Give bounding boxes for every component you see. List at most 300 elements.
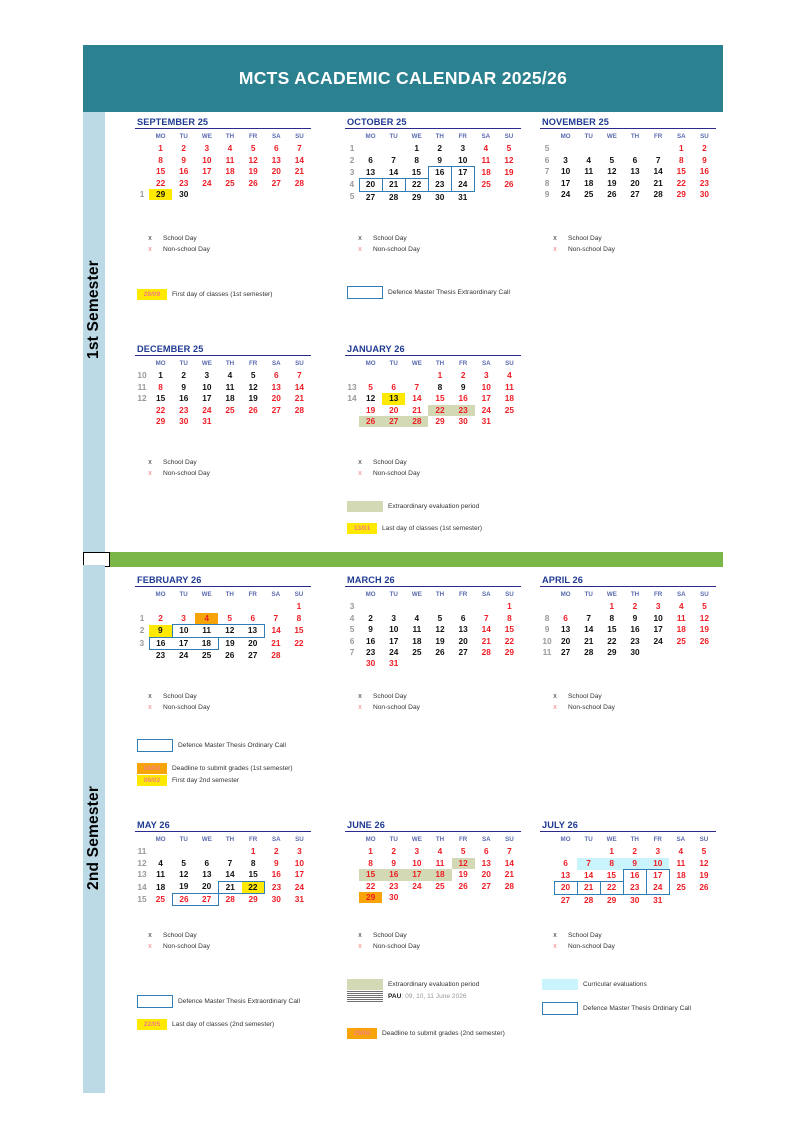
day-cell[interactable]: 12 (699, 612, 710, 623)
day-cell[interactable]: 9 (623, 858, 646, 870)
day-cell[interactable]: 17 (653, 624, 663, 635)
day-cell[interactable]: 13 (481, 857, 491, 868)
day-cell[interactable]: 25 (481, 179, 491, 190)
day-cell[interactable]: 17 (481, 393, 491, 404)
day-cell[interactable]: 11 (676, 612, 686, 623)
day-cell[interactable]: 25 (412, 647, 422, 658)
day-cell[interactable]: 14 (294, 154, 305, 165)
day-cell[interactable]: 26 (248, 177, 258, 188)
day-cell[interactable]: 11 (225, 381, 235, 392)
day-cell[interactable]: 24 (646, 882, 669, 894)
day-cell[interactable]: 1 (437, 370, 443, 381)
day-cell[interactable]: 13 (458, 624, 468, 635)
day-cell[interactable]: 20 (271, 393, 281, 404)
day-cell[interactable]: 14 (225, 869, 235, 880)
day-cell[interactable]: 4 (678, 846, 684, 857)
day-cell[interactable]: 12 (248, 381, 258, 392)
day-cell[interactable]: 30 (630, 894, 640, 905)
day-cell[interactable]: 24 (481, 404, 491, 415)
day-cell[interactable]: 30 (699, 189, 710, 200)
day-cell[interactable]: 14 (294, 381, 305, 392)
day-cell[interactable]: 22 (155, 404, 166, 415)
day-cell[interactable]: 14 (481, 624, 491, 635)
day-cell[interactable]: 22 (428, 405, 451, 416)
day-cell[interactable]: 7 (297, 143, 302, 154)
day-cell[interactable]: 9 (181, 154, 187, 165)
day-cell[interactable]: 22 (607, 635, 617, 646)
day-cell[interactable]: 28 (294, 404, 305, 415)
day-cell[interactable]: 5 (609, 154, 615, 165)
day-cell[interactable]: 8 (296, 613, 302, 624)
day-cell[interactable]: 18 (481, 166, 491, 177)
day-cell[interactable]: 29 (607, 647, 617, 658)
day-cell[interactable]: 22 (504, 635, 515, 646)
day-cell[interactable]: 29 (676, 189, 686, 200)
day-cell[interactable]: 21 (577, 882, 600, 894)
day-cell[interactable]: 15 (607, 624, 617, 635)
day-cell[interactable]: 25 (435, 880, 445, 891)
day-cell[interactable]: 31 (294, 894, 305, 905)
day-cell[interactable]: 15 (155, 393, 166, 404)
day-cell[interactable]: 29 (359, 892, 382, 903)
day-cell[interactable]: 14 (584, 624, 594, 635)
day-cell[interactable]: 11 (156, 869, 165, 880)
day-cell[interactable]: 19 (225, 637, 235, 648)
day-cell[interactable]: 3 (204, 370, 210, 381)
day-cell[interactable]: 4 (483, 143, 489, 154)
day-cell[interactable]: 24 (202, 177, 212, 188)
day-cell[interactable]: 27 (271, 177, 281, 188)
day-cell[interactable]: 12 (435, 624, 445, 635)
day-cell[interactable]: 14 (412, 393, 422, 404)
day-cell[interactable]: 31 (458, 191, 468, 202)
day-cell[interactable]: 28 (481, 647, 491, 658)
day-cell[interactable]: 16 (179, 166, 189, 177)
day-cell[interactable]: 1 (609, 601, 615, 612)
day-cell[interactable]: 10 (653, 612, 663, 623)
day-cell[interactable]: 1 (414, 143, 419, 154)
day-cell[interactable]: 18 (225, 393, 235, 404)
day-cell[interactable]: 12 (452, 858, 475, 869)
day-cell[interactable]: 5 (702, 601, 707, 612)
day-cell[interactable]: 3 (655, 846, 661, 857)
day-cell[interactable]: 2 (702, 143, 707, 154)
day-cell[interactable]: 19 (458, 869, 468, 880)
day-cell[interactable]: 25 (676, 882, 686, 893)
day-cell[interactable]: 17 (560, 177, 571, 188)
day-cell[interactable]: 21 (504, 869, 515, 880)
day-cell[interactable]: 24 (451, 179, 474, 191)
day-cell[interactable]: 21 (294, 166, 305, 177)
day-cell[interactable]: 2 (437, 143, 443, 154)
day-cell[interactable]: 20 (248, 637, 258, 648)
day-cell[interactable]: 9 (702, 154, 707, 165)
day-cell[interactable]: 27 (271, 404, 281, 415)
day-cell[interactable]: 2 (460, 370, 466, 381)
day-cell[interactable]: 26 (435, 647, 445, 658)
day-cell[interactable]: 15 (294, 625, 304, 636)
day-cell[interactable]: 10 (172, 625, 195, 637)
day-cell[interactable]: 10 (458, 154, 468, 165)
day-cell[interactable]: 14 (583, 869, 594, 880)
day-cell[interactable]: 22 (155, 177, 166, 188)
day-cell[interactable]: 11 (505, 381, 514, 392)
day-cell[interactable]: 2 (632, 601, 638, 612)
day-cell[interactable]: 28 (653, 189, 663, 200)
day-cell[interactable]: 8 (609, 612, 615, 623)
day-cell[interactable]: 16 (271, 869, 281, 880)
day-cell[interactable]: 11 (481, 155, 491, 166)
day-cell[interactable]: 4 (195, 613, 218, 625)
day-cell[interactable]: 5 (506, 143, 512, 154)
day-cell[interactable]: 26 (225, 649, 235, 660)
day-cell[interactable]: 30 (435, 191, 445, 202)
day-cell[interactable]: 14 (271, 625, 281, 636)
day-cell[interactable]: 2 (181, 143, 187, 154)
day-cell[interactable]: 7 (414, 381, 420, 392)
day-cell[interactable]: 7 (586, 612, 592, 623)
day-cell[interactable]: 23 (179, 177, 189, 188)
day-cell[interactable]: 17 (405, 869, 428, 880)
day-cell[interactable]: 27 (560, 647, 571, 658)
day-cell[interactable]: 3 (414, 846, 420, 857)
day-cell[interactable]: 15 (248, 869, 258, 880)
day-cell[interactable]: 2 (391, 846, 397, 857)
day-cell[interactable]: 22 (676, 177, 686, 188)
day-cell[interactable]: 4 (414, 612, 420, 623)
day-cell[interactable]: 6 (204, 857, 210, 868)
day-cell[interactable]: 4 (507, 370, 512, 381)
day-cell[interactable]: 23 (155, 650, 166, 661)
day-cell[interactable]: 5 (250, 143, 256, 154)
day-cell[interactable]: 26 (458, 880, 468, 891)
day-cell[interactable]: 16 (428, 167, 451, 179)
day-cell[interactable]: 12 (607, 166, 617, 177)
day-cell[interactable]: 13 (560, 624, 571, 635)
day-cell[interactable]: 9 (181, 381, 187, 392)
day-cell[interactable]: 16 (458, 393, 468, 404)
day-cell[interactable]: 12 (699, 858, 709, 869)
day-cell[interactable]: 12 (365, 393, 376, 404)
day-cell[interactable]: 22 (365, 880, 376, 891)
day-cell[interactable]: 21 (481, 635, 491, 646)
day-cell[interactable]: 27 (630, 189, 640, 200)
day-cell[interactable]: 1 (158, 370, 163, 381)
day-cell[interactable]: 7 (273, 613, 279, 624)
day-cell[interactable]: 5 (460, 846, 466, 857)
day-cell[interactable]: 9 (368, 624, 373, 635)
day-cell[interactable]: 21 (584, 635, 594, 646)
day-cell[interactable]: 28 (583, 894, 594, 905)
day-cell[interactable]: 23 (179, 404, 189, 415)
day-cell[interactable]: 16 (149, 637, 172, 649)
day-cell[interactable]: 6 (460, 612, 466, 623)
day-cell[interactable]: 7 (227, 857, 233, 868)
day-cell[interactable]: 8 (600, 858, 623, 870)
day-cell[interactable]: 21 (271, 637, 281, 648)
day-cell[interactable]: 8 (414, 155, 419, 166)
day-cell[interactable]: 12 (218, 625, 241, 637)
day-cell[interactable]: 20 (458, 635, 468, 646)
day-cell[interactable]: 11 (195, 625, 218, 637)
day-cell[interactable]: 31 (202, 416, 212, 427)
day-cell[interactable]: 10 (560, 166, 571, 177)
day-cell[interactable]: 10 (202, 381, 212, 392)
day-cell[interactable]: 11 (584, 166, 594, 177)
day-cell[interactable]: 25 (225, 404, 235, 415)
day-cell[interactable]: 5 (701, 846, 707, 857)
day-cell[interactable]: 27 (458, 647, 468, 658)
day-cell[interactable]: 6 (391, 381, 397, 392)
day-cell[interactable]: 26 (359, 416, 382, 427)
day-cell[interactable]: 26 (699, 635, 710, 646)
day-cell[interactable]: 27 (248, 649, 258, 660)
day-cell[interactable]: 22 (405, 179, 428, 191)
day-cell[interactable]: 13 (560, 869, 571, 880)
day-cell[interactable]: 20 (271, 166, 281, 177)
day-cell[interactable]: 3 (483, 370, 489, 381)
day-cell[interactable]: 13 (271, 154, 281, 165)
day-cell[interactable]: 12 (179, 869, 189, 880)
day-cell[interactable]: 3 (460, 143, 466, 154)
day-cell[interactable]: 28 (405, 416, 428, 427)
day-cell[interactable]: 25 (584, 189, 594, 200)
day-cell[interactable]: 22 (242, 881, 265, 893)
day-cell[interactable]: 9 (460, 381, 466, 392)
day-cell[interactable]: 6 (368, 155, 373, 166)
day-cell[interactable]: 19 (435, 635, 445, 646)
day-cell[interactable]: 23 (428, 179, 451, 191)
day-cell[interactable]: 24 (560, 189, 571, 200)
day-cell[interactable]: 10 (294, 857, 305, 868)
day-cell[interactable]: 3 (563, 154, 568, 165)
day-cell[interactable]: 29 (435, 416, 445, 427)
day-cell[interactable]: 29 (155, 416, 166, 427)
day-cell[interactable]: 19 (504, 166, 514, 177)
day-cell[interactable]: 27 (195, 894, 218, 906)
day-cell[interactable]: 24 (653, 635, 663, 646)
day-cell[interactable]: 5 (368, 381, 373, 392)
day-cell[interactable]: 6 (273, 370, 279, 381)
day-cell[interactable]: 26 (607, 189, 617, 200)
day-cell[interactable]: 8 (507, 612, 512, 623)
day-cell[interactable]: 18 (195, 637, 218, 649)
day-cell[interactable]: 18 (676, 624, 686, 635)
day-cell[interactable]: 6 (563, 858, 568, 869)
day-cell[interactable]: 14 (653, 166, 663, 177)
day-cell[interactable]: 13 (382, 393, 405, 404)
day-cell[interactable]: 10 (202, 154, 212, 165)
day-cell[interactable]: 23 (623, 882, 646, 894)
day-cell[interactable]: 6 (273, 143, 279, 154)
day-cell[interactable]: 13 (630, 166, 640, 177)
day-cell[interactable]: 16 (179, 393, 189, 404)
day-cell[interactable]: 29 (248, 894, 258, 905)
day-cell[interactable]: 19 (699, 624, 710, 635)
day-cell[interactable]: 2 (273, 846, 279, 857)
day-cell[interactable]: 23 (699, 177, 710, 188)
day-cell[interactable]: 5 (437, 612, 443, 623)
day-cell[interactable]: 15 (435, 393, 445, 404)
day-cell[interactable]: 8 (158, 381, 163, 392)
day-cell[interactable]: 9 (437, 154, 443, 165)
day-cell[interactable]: 24 (202, 404, 212, 415)
day-cell[interactable]: 16 (382, 869, 405, 880)
day-cell[interactable]: 30 (365, 658, 376, 669)
day-cell[interactable]: 28 (225, 894, 235, 905)
day-cell[interactable]: 16 (699, 166, 710, 177)
day-cell[interactable]: 28 (584, 647, 594, 658)
day-cell[interactable]: 8 (678, 154, 684, 165)
day-cell[interactable]: 1 (609, 846, 614, 857)
day-cell[interactable]: 3 (655, 601, 661, 612)
day-cell[interactable]: 25 (225, 177, 235, 188)
day-cell[interactable]: 17 (451, 167, 474, 179)
day-cell[interactable]: 8 (158, 154, 163, 165)
day-cell[interactable]: 24 (294, 881, 305, 892)
day-cell[interactable]: 8 (250, 857, 256, 868)
day-cell[interactable]: 25 (155, 894, 165, 905)
day-cell[interactable]: 27 (481, 880, 491, 891)
day-cell[interactable]: 28 (504, 880, 515, 891)
day-cell[interactable]: 18 (504, 393, 515, 404)
day-cell[interactable]: 17 (172, 637, 195, 649)
day-cell[interactable]: 18 (676, 869, 686, 880)
day-cell[interactable]: 13 (365, 166, 376, 177)
day-cell[interactable]: 13 (271, 381, 281, 392)
day-cell[interactable]: 7 (391, 155, 396, 166)
day-cell[interactable]: 15 (504, 624, 515, 635)
day-cell[interactable]: 13 (202, 869, 212, 880)
day-cell[interactable]: 14 (388, 166, 399, 177)
day-cell[interactable]: 18 (428, 869, 451, 880)
day-cell[interactable]: 31 (481, 416, 491, 427)
day-cell[interactable]: 23 (365, 647, 376, 658)
day-cell[interactable]: 9 (632, 612, 638, 623)
day-cell[interactable]: 9 (149, 625, 172, 637)
day-cell[interactable]: 18 (155, 881, 166, 892)
day-cell[interactable]: 7 (297, 370, 302, 381)
day-cell[interactable]: 19 (248, 166, 258, 177)
day-cell[interactable]: 17 (202, 166, 212, 177)
day-cell[interactable]: 16 (365, 635, 376, 646)
day-cell[interactable]: 23 (389, 880, 399, 891)
day-cell[interactable]: 4 (678, 601, 684, 612)
day-cell[interactable]: 28 (294, 177, 305, 188)
day-cell[interactable]: 26 (172, 894, 195, 906)
day-cell[interactable]: 30 (271, 894, 281, 905)
day-cell[interactable]: 18 (584, 177, 594, 188)
day-cell[interactable]: 16 (630, 624, 640, 635)
day-cell[interactable]: 28 (388, 191, 399, 202)
day-cell[interactable]: 21 (294, 393, 305, 404)
day-cell[interactable]: 31 (653, 894, 663, 905)
day-cell[interactable]: 20 (481, 869, 491, 880)
day-cell[interactable]: 21 (218, 881, 241, 893)
day-cell[interactable]: 21 (412, 404, 422, 415)
day-cell[interactable]: 15 (411, 166, 422, 177)
day-cell[interactable]: 2 (158, 613, 163, 624)
day-cell[interactable]: 28 (271, 649, 281, 660)
day-cell[interactable]: 19 (699, 869, 709, 880)
day-cell[interactable]: 1 (678, 143, 684, 154)
day-cell[interactable]: 7 (655, 154, 661, 165)
day-cell[interactable]: 12 (504, 155, 514, 166)
day-cell[interactable]: 8 (368, 857, 373, 868)
day-cell[interactable]: 7 (507, 846, 512, 857)
day-cell[interactable]: 17 (202, 393, 212, 404)
day-cell[interactable]: 6 (632, 154, 638, 165)
day-cell[interactable]: 10 (481, 381, 491, 392)
day-cell[interactable]: 8 (437, 381, 443, 392)
day-cell[interactable]: 18 (412, 635, 422, 646)
day-cell[interactable]: 29 (412, 191, 422, 202)
day-cell[interactable]: 11 (676, 858, 686, 869)
day-cell[interactable]: 15 (359, 869, 382, 880)
day-cell[interactable]: 5 (250, 370, 256, 381)
day-cell[interactable]: 1 (158, 143, 163, 154)
day-cell[interactable]: 16 (623, 870, 646, 882)
day-cell[interactable]: 26 (248, 404, 258, 415)
day-cell[interactable]: 20 (630, 177, 640, 188)
day-cell[interactable]: 27 (365, 191, 376, 202)
day-cell[interactable]: 30 (389, 892, 399, 903)
day-cell[interactable]: 4 (158, 857, 163, 868)
day-cell[interactable]: 29 (149, 189, 172, 200)
day-cell[interactable]: 17 (294, 869, 305, 880)
day-cell[interactable]: 12 (248, 154, 258, 165)
day-cell[interactable]: 22 (600, 882, 623, 894)
day-cell[interactable]: 10 (412, 857, 422, 868)
day-cell[interactable]: 23 (271, 881, 282, 892)
day-cell[interactable]: 24 (178, 650, 189, 661)
day-cell[interactable]: 3 (391, 612, 397, 623)
day-cell[interactable]: 2 (181, 370, 187, 381)
day-cell[interactable]: 3 (204, 143, 210, 154)
day-cell[interactable]: 1 (368, 846, 373, 857)
day-cell[interactable]: 24 (389, 647, 399, 658)
day-cell[interactable]: 14 (504, 857, 515, 868)
day-cell[interactable]: 30 (458, 416, 468, 427)
day-cell[interactable]: 15 (155, 166, 166, 177)
day-cell[interactable]: 20 (201, 881, 212, 892)
day-cell[interactable]: 4 (586, 154, 592, 165)
day-cell[interactable]: 3 (181, 612, 186, 623)
day-cell[interactable]: 5 (227, 612, 233, 623)
day-cell[interactable]: 11 (435, 857, 445, 868)
day-cell[interactable]: 18 (225, 166, 235, 177)
day-cell[interactable]: 29 (504, 647, 515, 658)
day-cell[interactable]: 17 (389, 635, 399, 646)
day-cell[interactable]: 20 (389, 404, 399, 415)
day-cell[interactable]: 3 (297, 846, 302, 857)
day-cell[interactable]: 15 (676, 166, 686, 177)
day-cell[interactable]: 6 (563, 612, 568, 623)
day-cell[interactable]: 25 (504, 404, 515, 415)
day-cell[interactable]: 26 (699, 882, 709, 893)
day-cell[interactable]: 19 (179, 881, 189, 892)
day-cell[interactable]: 1 (507, 601, 512, 612)
day-cell[interactable]: 11 (412, 624, 422, 635)
day-cell[interactable]: 4 (437, 846, 443, 857)
day-cell[interactable]: 13 (241, 625, 264, 637)
day-cell[interactable]: 19 (607, 177, 617, 188)
day-cell[interactable]: 20 (560, 635, 571, 646)
day-cell[interactable]: 19 (248, 393, 258, 404)
day-cell[interactable]: 10 (389, 624, 399, 635)
day-cell[interactable]: 1 (250, 846, 256, 857)
day-cell[interactable]: 6 (250, 612, 256, 623)
